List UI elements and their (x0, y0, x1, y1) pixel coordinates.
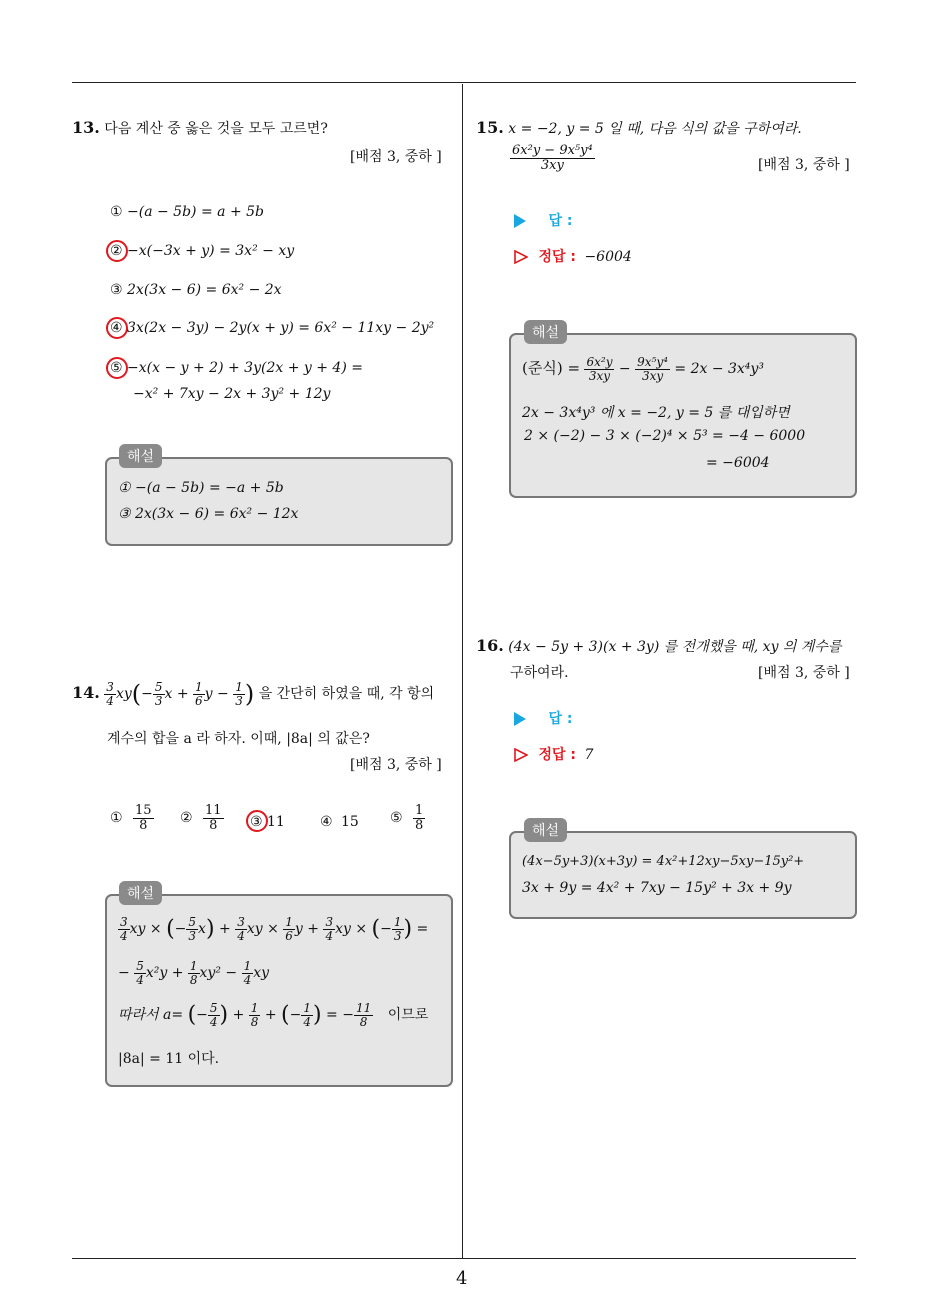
question-16-meta: [배점 3, 중하 ] (758, 665, 850, 681)
question-number: 16. (476, 636, 504, 655)
option-mark: ① (110, 810, 123, 827)
option-mark: ④ (320, 814, 333, 830)
q13-solution-line: ① −(a − 5b) = −a + 5b (118, 480, 284, 496)
question-number: 13. (72, 118, 100, 137)
question-16 (476, 636, 841, 656)
correct-label: 정답 : (538, 249, 576, 265)
q14-option-2[interactable] (180, 804, 224, 832)
q13-solution-box (105, 457, 453, 546)
option-mark: ③ (250, 814, 263, 830)
option-mark: ② (180, 810, 193, 827)
outline-triangle-icon (514, 250, 528, 264)
q16-solution-box (509, 831, 857, 919)
answer-label: 답 : (548, 213, 573, 229)
q14-solution-line2: − $\frac{5}{4}$ x²y + $\frac{1}{8}$ xy² − $\frac{1}{4}$ xy (118, 959, 270, 987)
q15-solution-tag: 해설 (524, 320, 567, 344)
q15-correct-row (514, 246, 632, 266)
q14-option-3[interactable] (250, 814, 285, 830)
option-expr: 3x(2x − 3y) − 2y(x + y) = 6x² − 11xy − 2y² (127, 320, 435, 336)
q15-solution-line3: 2 × (−2) − 3 × (−2)⁴ × 5³ = −4 − 6000 (524, 428, 806, 444)
outline-triangle-icon (514, 748, 528, 762)
q13-option-2[interactable] (110, 243, 294, 259)
option-value: 11 (267, 814, 285, 830)
option-fraction: $\frac{11}{8}$ (205, 803, 222, 833)
q13-solution-line: ③ 2x(3x − 6) = 6x² − 12x (118, 506, 299, 522)
q14-solution-tag: 해설 (119, 881, 162, 905)
q13-option-5-line2: −x² + 7xy − 2x + 3y² + 12y (133, 386, 331, 402)
q15-solution-line2: 2x − 3x⁴y³ 에 x = −2, y = 5 를 대입하면 (522, 405, 790, 421)
q14-expression: $\frac{3}{4}$ xy(− $\frac{5}{3}$ x + $\frac{1}{6}$ y − $\frac{1}{3}$ ) (106, 679, 255, 708)
question-text: 을 간단히 하였을 때, 각 항의 (258, 686, 435, 702)
question-number: 14. (72, 683, 100, 702)
question-text: x = −2, y = 5 일 때, 다음 식의 값을 구하여라. (508, 121, 802, 137)
option-mark: ⑤ (110, 360, 123, 376)
q14-option-4[interactable] (320, 814, 359, 830)
option-expr: 2x(3x − 6) = 6x² − 2x (127, 282, 282, 298)
q14-option-5[interactable] (390, 804, 425, 832)
question-16-line2: 구하여라. (510, 665, 569, 681)
question-text: 다음 계산 중 옳은 것을 모두 고르면? (104, 121, 328, 137)
answer-label: 답 : (548, 711, 573, 727)
q13-solution-tag: 해설 (119, 444, 162, 468)
bottom-rule (72, 1258, 856, 1259)
correct-value: −6004 (584, 249, 632, 265)
q13-option-3[interactable] (110, 282, 282, 298)
question-14-line2: 계수의 합을 a 라 하자. 이때, |8a| 의 값은? (107, 731, 370, 747)
page-number: 4 (456, 1268, 468, 1289)
correct-label: 정답 : (538, 747, 576, 763)
q15-solution-line4: = −6004 (706, 455, 770, 471)
option-mark: ⑤ (390, 810, 403, 827)
option-fraction: $\frac{15}{8}$ (135, 803, 152, 833)
q14-solution-line1: $\frac{3}{4}$ xy × (− $\frac{5}{3}$ x) + $\frac{3}{4}$ xy × $\frac{1}{6}$ y + $\frac{3}{4}$ xy × (− $\frac{1}{3}$ ) = (120, 915, 429, 943)
question-14 (72, 680, 434, 708)
q14-solution-line3: 따라서 a= (− $\frac{5}{4}$ ) + $\frac{1}{8}$ + (− $\frac{1}{4}$ ) = − $\frac{11}{8}$ 이므로 (118, 1001, 429, 1029)
top-rule (72, 82, 856, 83)
question-13 (72, 118, 328, 138)
q13-option-5[interactable] (110, 360, 363, 376)
q16-solution-line1: (4x−5y+3)(x+3y) = 4x²+12xy−5xy−15y²+ (522, 854, 805, 869)
q15-fraction: $\frac{\text{6x²y − 9x⁵y⁴}}{3xy}$ (512, 143, 593, 173)
q14-solution-line4: |8a| = 11 이다. (118, 1051, 220, 1067)
option-fraction: $\frac{1}{8}$ (415, 803, 424, 833)
option-mark: ① (110, 204, 123, 220)
question-15-meta: [배점 3, 중하 ] (758, 157, 850, 173)
column-divider (462, 84, 463, 1258)
option-expr: −x(x − y + 2) + 3y(2x + y + 4) = (127, 360, 363, 376)
q14-option-1[interactable] (110, 804, 154, 832)
question-13-meta: [배점 3, 중하 ] (350, 149, 442, 165)
option-expr: −x(−3x + y) = 3x² − xy (127, 243, 295, 259)
option-expr: −(a − 5b) = a + 5b (127, 204, 264, 220)
question-text: (4x − 5y + 3)(x + 3y) 를 전개했을 때, xy 의 계수를 (508, 639, 842, 655)
q16-solution-line2: 3x + 9y = 4x² + 7xy − 15y² + 3x + 9y (522, 880, 792, 896)
option-value: 15 (341, 814, 359, 830)
q16-correct-row (514, 744, 593, 764)
question-number: 15. (476, 118, 504, 137)
correct-value: 7 (584, 747, 594, 763)
option-mark: ④ (110, 320, 123, 336)
q16-answer-row[interactable] (514, 708, 572, 728)
question-14-meta: [배점 3, 중하 ] (350, 757, 442, 773)
play-icon (514, 712, 526, 726)
q13-option-4[interactable] (110, 320, 434, 336)
play-icon (514, 214, 526, 228)
q13-option-1[interactable] (110, 204, 264, 220)
option-mark: ③ (110, 282, 123, 298)
question-15 (476, 118, 802, 138)
q16-solution-tag: 해설 (524, 818, 567, 842)
option-mark: ② (110, 243, 123, 259)
q15-answer-row[interactable] (514, 210, 572, 230)
q15-solution-line1: (준식) = $\frac{\text{6x²y}}{3xy}$ − $\frac{\text{9x⁵y⁴}}{3xy}$ = 2x − 3x⁴y³ (522, 355, 764, 383)
